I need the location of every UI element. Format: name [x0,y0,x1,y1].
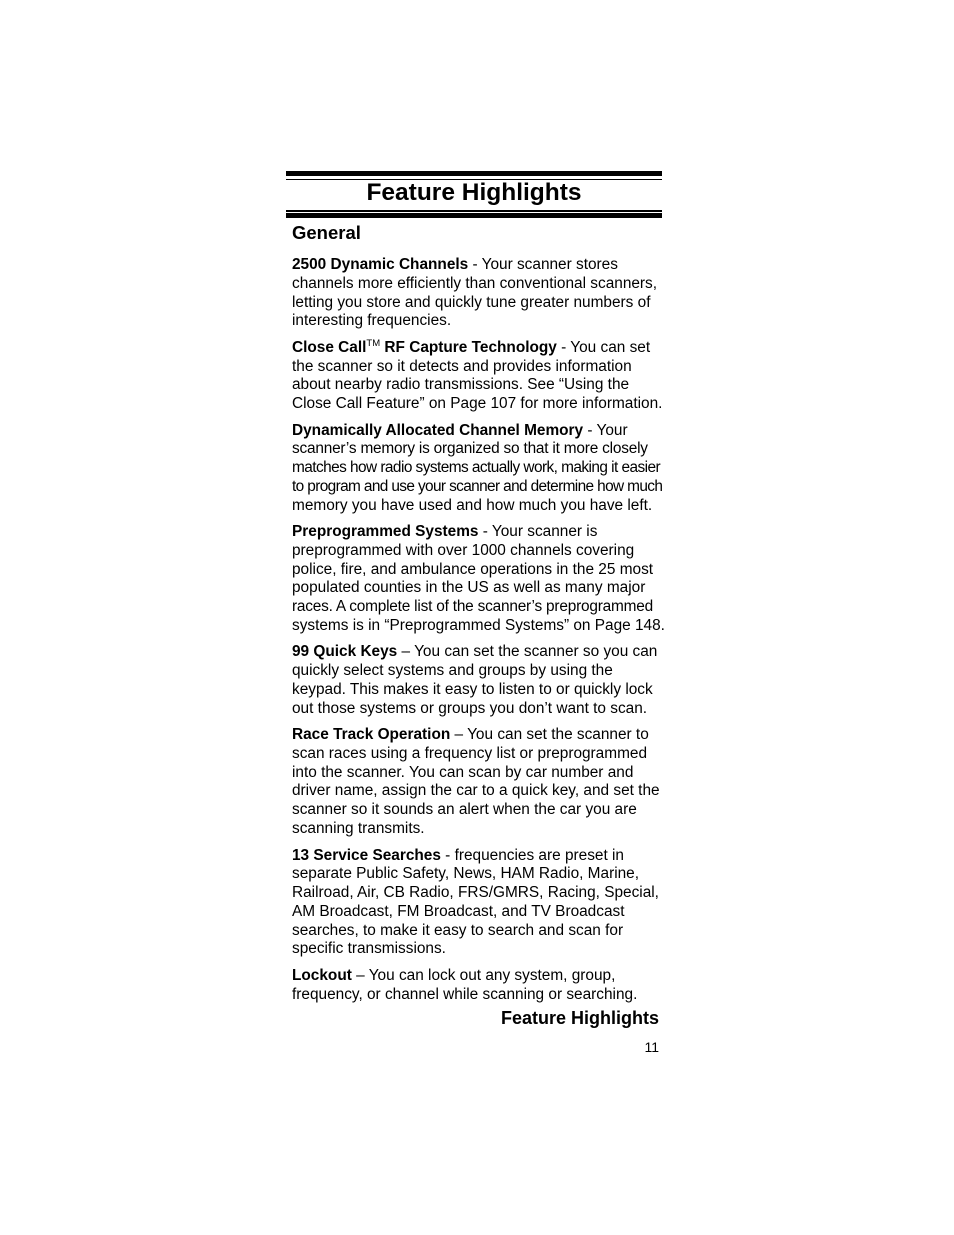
feature-preprogrammed-systems [292,523,664,636]
feature-text-line: quickly select systems and groups by using the [292,662,613,680]
feature-text-line [292,643,664,662]
feature-text-line [292,967,664,986]
feature-text: - You can set [556,338,651,356]
feature-quick-keys [292,643,664,718]
feature-text-line: scanner’s memory is organized so that it more closely [292,440,648,458]
feature-close-call [292,339,664,414]
feature-text-line: populated counties in the US as well as many major [292,579,646,597]
feature-text-line [292,847,664,866]
feature-list [292,256,664,1004]
feature-text-line: separate Public Safety, News, HAM Radio, Marine, [292,865,640,883]
feature-text-line: letting you store and quickly tune greater numbers of [292,293,651,311]
feature-text-line: scan races using a frequency list or preprogrammed [292,744,648,762]
feature-text-line: matches how radio systems actually work, making it easier [292,459,661,477]
feature-text-line: searches, to make it easy to search and scan for [292,921,624,939]
feature-service-searches [292,847,664,960]
feature-text-line [292,339,664,358]
feature-text-line: AM Broadcast, FM Broadcast, and TV Broadcast [292,902,625,920]
feature-text-line: races. A complete list of the scanner’s preprogrammed [292,598,653,616]
feature-text: - Your scanner is [478,523,598,541]
feature-channel-memory [292,422,664,516]
feature-text-line: channels more efficiently than conventional scanners, [292,274,658,292]
feature-text: - frequencies are preset in [440,846,624,864]
running-footer-title: Feature Highlights [500,1008,659,1028]
page-number: 11 [644,1039,659,1055]
feature-name: Dynamically Allocated Channel Memory [292,421,584,439]
feature-text: – You can lock out any system, group, [351,966,616,984]
feature-name: Race Track Operation [292,726,451,744]
feature-text-line: the scanner so it detects and provides information [292,357,632,375]
feature-race-track [292,726,664,839]
feature-text: - Your scanner stores [468,256,618,273]
page-title: Feature Highlights [366,179,582,206]
feature-text-line: scanner so it sounds an alert when the car you are [292,801,637,819]
feature-text-line: preprogrammed with over 1000 channels covering [292,541,635,559]
feature-text-line: into the scanner. You can scan by car number and [292,763,634,781]
feature-text-line [292,523,664,542]
feature-text-line: interesting frequencies. [292,312,452,330]
feature-name: Lockout [292,966,352,984]
feature-name: 2500 Dynamic Channels [292,256,469,273]
feature-text-line: specific transmissions. [292,940,446,958]
feature-name: 13 Service Searches [292,846,441,864]
feature-text-line: Close Call Feature” on Page 107 for more information. [292,395,663,413]
feature-text-line: scanning transmits. [292,819,425,837]
feature-text-line: to program and use your scanner and determine how much [292,477,663,495]
feature-text-line [292,726,664,745]
feature-text: - Your [583,421,628,439]
feature-text-line: memory you have used and how much you have left. [292,496,653,514]
feature-name-rest: RF Capture Technology [380,338,557,356]
feature-text-line: police, fire, and ambulance operations in the 25 most [292,560,654,578]
feature-dynamic-channels [292,256,664,331]
feature-text-line: frequency, or channel while scanning or searching. [292,985,638,1003]
feature-name: 99 Quick Keys [292,643,398,661]
feature-text-line: systems is in “Preprogrammed Systems” on Page 148. [292,616,665,634]
feature-text-line: out those systems or groups you don’t want to scan. [292,699,648,717]
feature-text-line [292,256,664,275]
title-rule-bottom-thick [286,213,662,218]
feature-text-line: keypad. This makes it easy to listen to or quickly lock [292,680,653,698]
feature-text-line: about nearby radio transmissions. See “Using the [292,376,630,394]
feature-text: – You can set the scanner so you can [397,643,658,661]
feature-lockout [292,967,664,1005]
feature-text-line: driver name, assign the car to a quick key, and set the [292,782,660,800]
section-heading: General [292,222,361,243]
title-rule-bottom-thin [286,210,662,212]
feature-text-line [292,422,664,441]
title-rule-top-thick [286,171,662,176]
feature-name: Preprogrammed Systems [292,523,479,541]
feature-name: Close Call [292,338,367,356]
feature-text-line: Railroad, Air, CB Radio, FRS/GMRS, Racing, Special, [292,884,659,902]
trademark-superscript: TM [366,337,381,349]
feature-text: – You can set the scanner to [450,726,649,744]
